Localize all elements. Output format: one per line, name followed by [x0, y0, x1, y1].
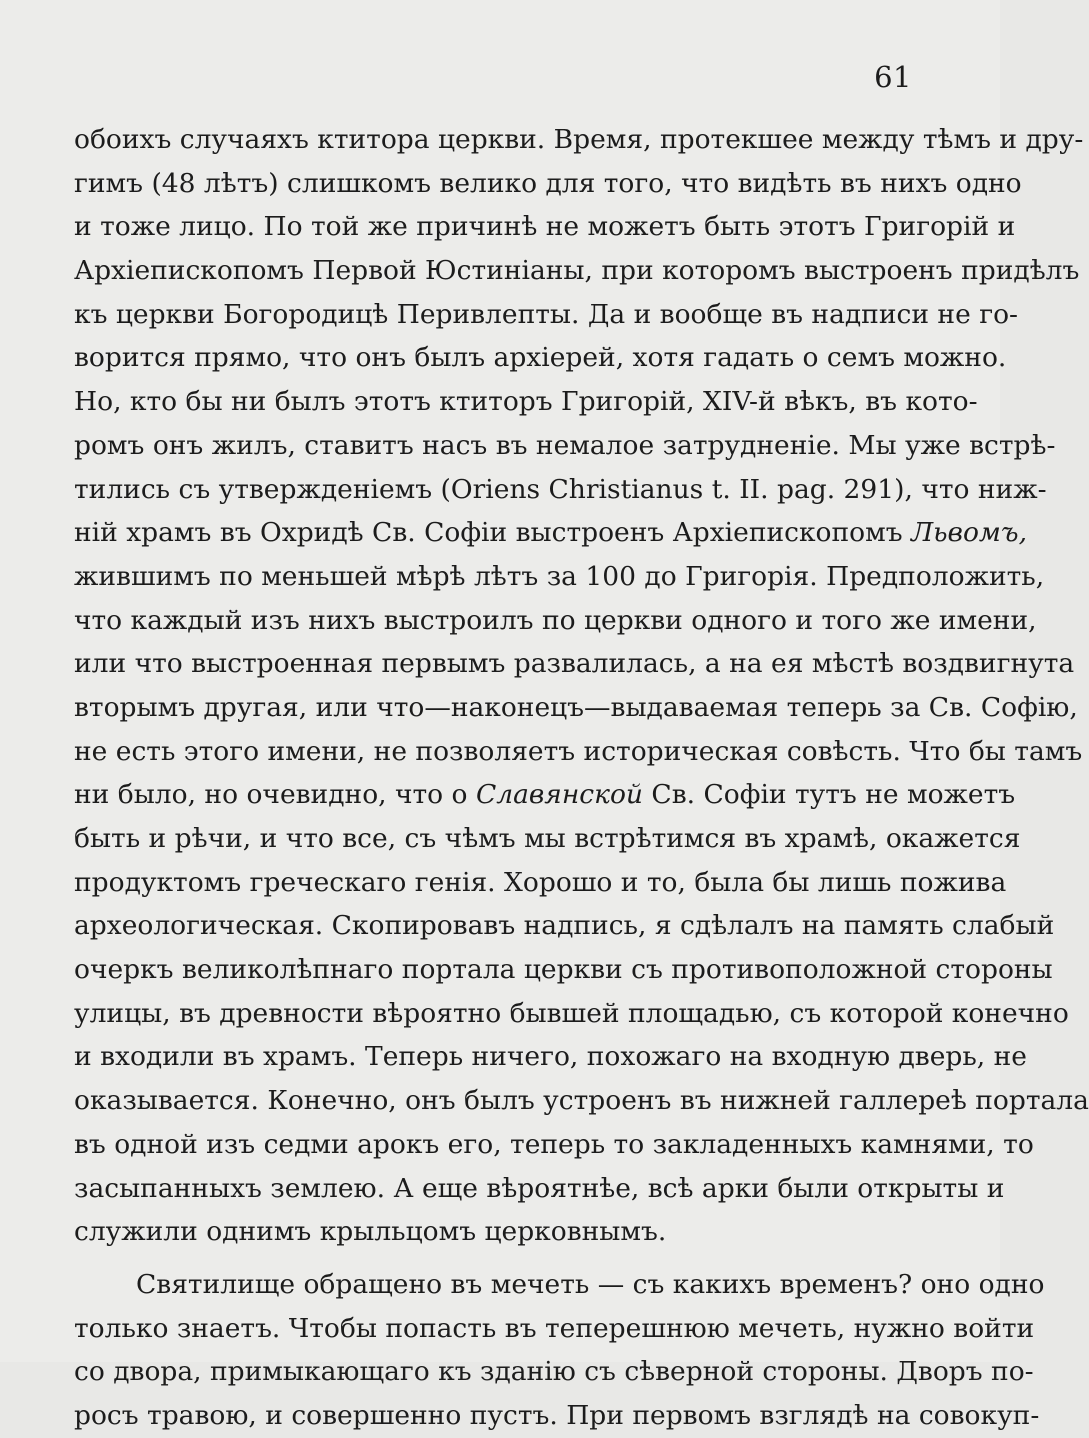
- text-line: и входили въ храмъ. Теперь ничего, похожаго на входную дверь, не: [74, 1041, 1027, 1073]
- text-line: оказывается. Конечно, онъ былъ устроенъ въ нижней галлереѣ портала: [74, 1085, 1089, 1117]
- text-line: гимъ (48 лѣтъ) слишкомъ велико для того, что видѣть въ нихъ одно: [74, 167, 1022, 199]
- text-line: [74, 773, 1016, 817]
- text-span: ни было, но очевидно, что о: [74, 779, 476, 811]
- text-line: ворится прямо, что онъ былъ архіерей, хотя гадать о семъ можно.: [74, 342, 1007, 374]
- text-line: и тоже лицо. По той же причинѣ не можетъ быть этотъ Григорій и: [74, 211, 1016, 243]
- text-line: что каждый изъ нихъ выстроилъ по церкви одного и того же имени,: [74, 604, 1037, 636]
- text-line: очеркъ великолѣпнаго портала церкви съ противоположной стороны: [74, 954, 1053, 986]
- text-line: [74, 511, 1027, 555]
- italic-name: Львомъ,: [911, 517, 1027, 549]
- text-line: росъ травою, и совершенно пустъ. При первомъ взглядѣ на совокуп-: [74, 1399, 1040, 1431]
- text-line: улицы, въ древности вѣроятно бывшей площадью, съ которой конечно: [74, 997, 1069, 1029]
- text-line: жившимъ по меньшей мѣрѣ лѣтъ за 100 до Григорія. Предположить,: [74, 560, 1045, 592]
- text-line: ромъ онъ жилъ, ставитъ насъ въ немалое затрудненіе. Мы уже встрѣ-: [74, 429, 1056, 461]
- text-line: служили однимъ крыльцомъ церковнымъ.: [74, 1216, 667, 1248]
- text-line: продуктомъ греческаго генія. Хорошо и то, была бы лишь пожива: [74, 866, 1007, 898]
- text-line: къ церкви Богородицѣ Перивлепты. Да и вообще въ надписи не го-: [74, 298, 1018, 330]
- text-line: археологическая. Скопировавъ надпись, я сдѣлалъ на память слабый: [74, 910, 1055, 942]
- page-number: 61: [874, 60, 912, 94]
- text-line: Святилище обращено въ мечеть — съ какихъ временъ? оно одно: [136, 1268, 1045, 1300]
- text-line: быть и рѣчи, и что все, съ чѣмъ мы встрѣтимся въ храмѣ, окажется: [74, 823, 1021, 854]
- text-span: ній храмъ въ Охридѣ Св. Софіи выстроенъ Архіепископомъ: [74, 517, 912, 549]
- text-line: вторымъ другая, или что—наконецъ—выдаваемая теперь за Св. Софію,: [74, 691, 1078, 723]
- text-span: Св. Софіи тутъ не можетъ: [643, 779, 1016, 811]
- text-line: Но, кто бы ни былъ этотъ ктиторъ Григорій, XIV-й вѣкъ, въ кото-: [74, 386, 978, 418]
- text-line: со двора, примыкающаго къ зданію съ сѣверной стороны. Дворъ по-: [74, 1356, 1034, 1388]
- page-text: [74, 118, 1089, 1438]
- text-line: обоихъ случаяхъ ктитора церкви. Время, протекшее между тѣмъ и дру-: [74, 124, 1084, 155]
- text-line: тились съ утвержденіемъ (Oriens Christianus t. II. pag. 291), что ниж-: [74, 473, 1047, 505]
- text-line: Архіепископомъ Первой Юстиніаны, при которомъ выстроенъ придѣлъ: [74, 255, 1080, 287]
- italic-word: Славянской: [475, 779, 643, 811]
- text-line: въ одной изъ седми арокъ его, теперь то закладенныхъ камнями, то: [74, 1128, 1034, 1160]
- text-line: только знаетъ. Чтобы попасть въ теперешнюю мечеть, нужно войти: [74, 1312, 1035, 1344]
- text-line: или что выстроенная первымъ развалилась, а на ея мѣстѣ воздвигнута: [74, 648, 1075, 680]
- text-line: не есть этого имени, не позволяетъ историческая совѣсть. Что бы тамъ: [74, 735, 1083, 767]
- text-line: засыпанныхъ землею. А еще вѣроятнѣе, всѣ арки были открыты и: [74, 1172, 1005, 1204]
